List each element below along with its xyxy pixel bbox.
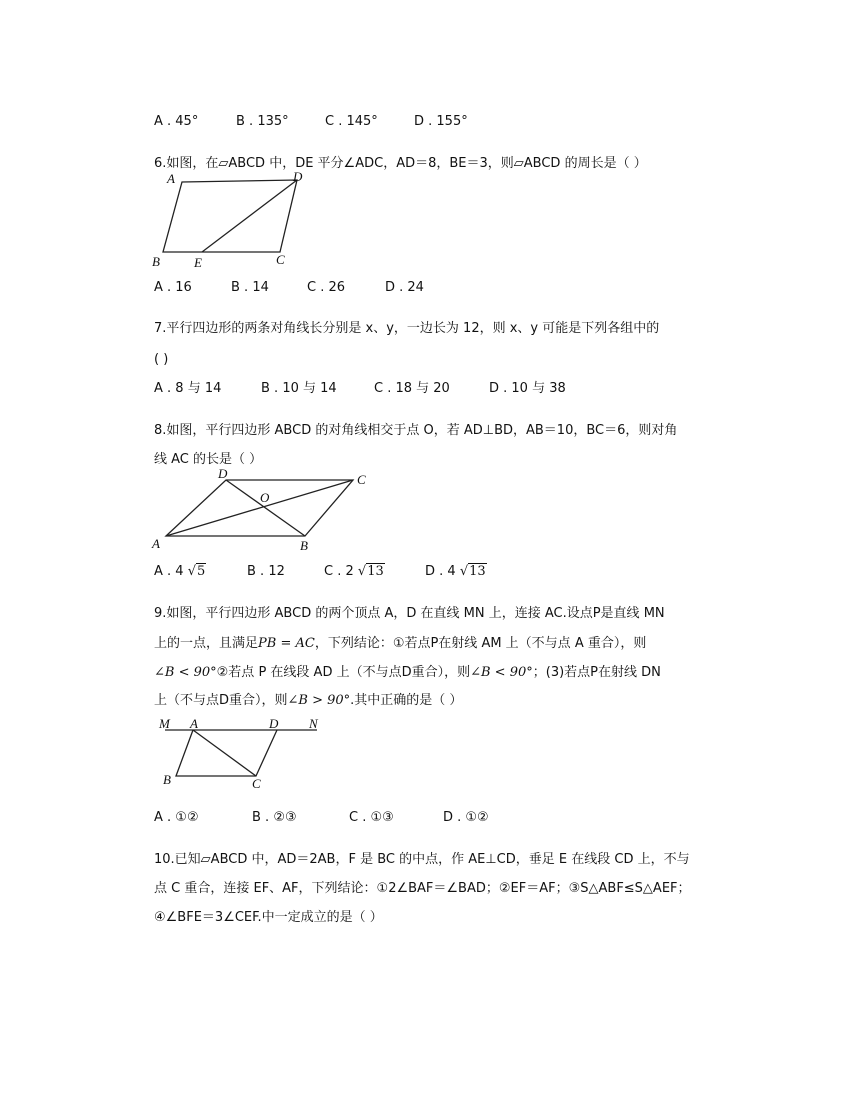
q5-option-d: D . 155° <box>414 114 468 129</box>
q9-line1: 9.如图，平行四边形 ABCD 的两个顶点 A，D 在直线 MN 上，连接 AC.设点P是直线 MN <box>154 606 665 621</box>
q8-option-a-radicand: 5 <box>197 564 206 579</box>
q9-label-a: A <box>190 716 198 731</box>
q9-label-b: B <box>163 772 171 787</box>
q8-option-d <box>425 562 487 582</box>
q7-option-b: B . 10 与 14 <box>261 381 337 396</box>
q6-option-c: C . 26 <box>307 280 346 295</box>
q8-option-c-radicand: 13 <box>367 564 384 579</box>
q9-option-a: A . ①② <box>154 810 199 825</box>
q6-label-c: C <box>276 252 285 267</box>
q9-line4-a: 上（不与点D重合），则 <box>154 693 288 708</box>
q5-option-b: B . 135° <box>236 114 289 129</box>
q7-option-c: C . 18 与 20 <box>374 381 450 396</box>
sqrt-symbol: √ <box>187 564 196 579</box>
q8-label-d: D <box>218 466 228 481</box>
q6-option-d: D . 24 <box>385 280 424 295</box>
q9-line2-math: PB = AC <box>258 636 315 651</box>
q8-label-a: A <box>152 536 160 551</box>
q8-stem-line2: 线 AC 的长是（ ） <box>154 452 263 467</box>
q9-figure <box>155 712 330 797</box>
q8-option-d-radicand: 13 <box>469 564 486 579</box>
q9-label-m: M <box>159 716 170 731</box>
sqrt-symbol: √ <box>459 564 469 579</box>
q6-stem: 6.如图，在▱ABCD 中，DE 平分∠ADC，AD＝8，BE＝3，则▱ABCD 的周长是（ ） <box>154 156 647 171</box>
q9-line3-math1: ∠B < 90° <box>154 665 217 680</box>
q9-line4-b: .其中正确的是（ ） <box>350 693 463 708</box>
q9-option-b: B . ②③ <box>252 810 297 825</box>
q9-line3 <box>154 663 661 683</box>
q8-option-d-prefix: D . 4 <box>425 564 456 579</box>
q9-line4 <box>154 691 462 711</box>
q8-label-b: B <box>300 538 308 553</box>
sqrt-symbol: √ <box>357 564 367 579</box>
q6-figure <box>150 168 320 273</box>
q9-line2-a: 上的一点，且满足 <box>154 636 259 651</box>
q8-label-o: O <box>260 490 270 505</box>
q8-option-b: B . 12 <box>247 564 285 579</box>
q9-line4-math: ∠B > 90° <box>287 693 351 708</box>
q8-label-c: C <box>357 472 366 487</box>
q8-option-c <box>324 562 385 582</box>
q5-option-a: A . 45° <box>154 114 199 129</box>
q9-option-d: D . ①② <box>443 810 489 825</box>
q9-line3-a: ②若点 P 在线段 AD 上（不与点D重合），则 <box>216 665 471 680</box>
q9-line2 <box>154 634 646 654</box>
q9-label-c: C <box>252 776 261 791</box>
q9-line3-math2: ∠B < 90° <box>470 665 533 680</box>
q10-line1: 10.已知▱ABCD 中，AD＝2AB，F 是 BC 的中点，作 AE⊥CD，垂足 E 在线段 CD 上，不与 <box>154 852 690 867</box>
q6-label-a: A <box>167 171 175 186</box>
q6-label-b: B <box>152 254 160 269</box>
q10-line3: ④∠BFE＝3∠CEF.中一定成立的是（ ） <box>154 910 383 925</box>
q9-label-n: N <box>309 716 318 731</box>
q7-stem-line2: ( ) <box>154 352 169 367</box>
q6-option-b: B . 14 <box>231 280 269 295</box>
q7-stem-line1: 7.平行四边形的两条对角线长分别是 x、y，一边长为 12，则 x、y 可能是下列各组中的 <box>154 321 660 336</box>
q8-option-a-prefix: A . 4 <box>154 564 184 579</box>
q8-option-a <box>154 562 206 582</box>
q10-line2: 点 C 重合，连接 EF、AF，下列结论：①2∠BAF＝∠BAD；②EF＝AF；③S△ABF≤S△AEF； <box>154 881 691 896</box>
q8-option-c-prefix: C . 2 <box>324 564 354 579</box>
q7-option-a: A . 8 与 14 <box>154 381 222 396</box>
q9-label-d: D <box>269 716 279 731</box>
q8-stem-line1: 8.如图，平行四边形 ABCD 的对角线相交于点 O，若 AD⊥BD，AB＝10，BC＝6，则对角 <box>154 423 678 438</box>
q6-option-a: A . 16 <box>154 280 192 295</box>
q9-option-c: C . ①③ <box>349 810 394 825</box>
q5-option-c: C . 145° <box>325 114 378 129</box>
q7-option-d: D . 10 与 38 <box>489 381 566 396</box>
q9-line2-b: ，下列结论：①若点P在射线 AM 上（不与点 A 重合），则 <box>314 636 647 651</box>
q6-label-d: D <box>293 169 303 184</box>
q9-line3-b: ；(3)若点P在射线 DN <box>532 665 661 680</box>
q8-figure <box>150 466 380 556</box>
q6-label-e: E <box>194 255 202 270</box>
